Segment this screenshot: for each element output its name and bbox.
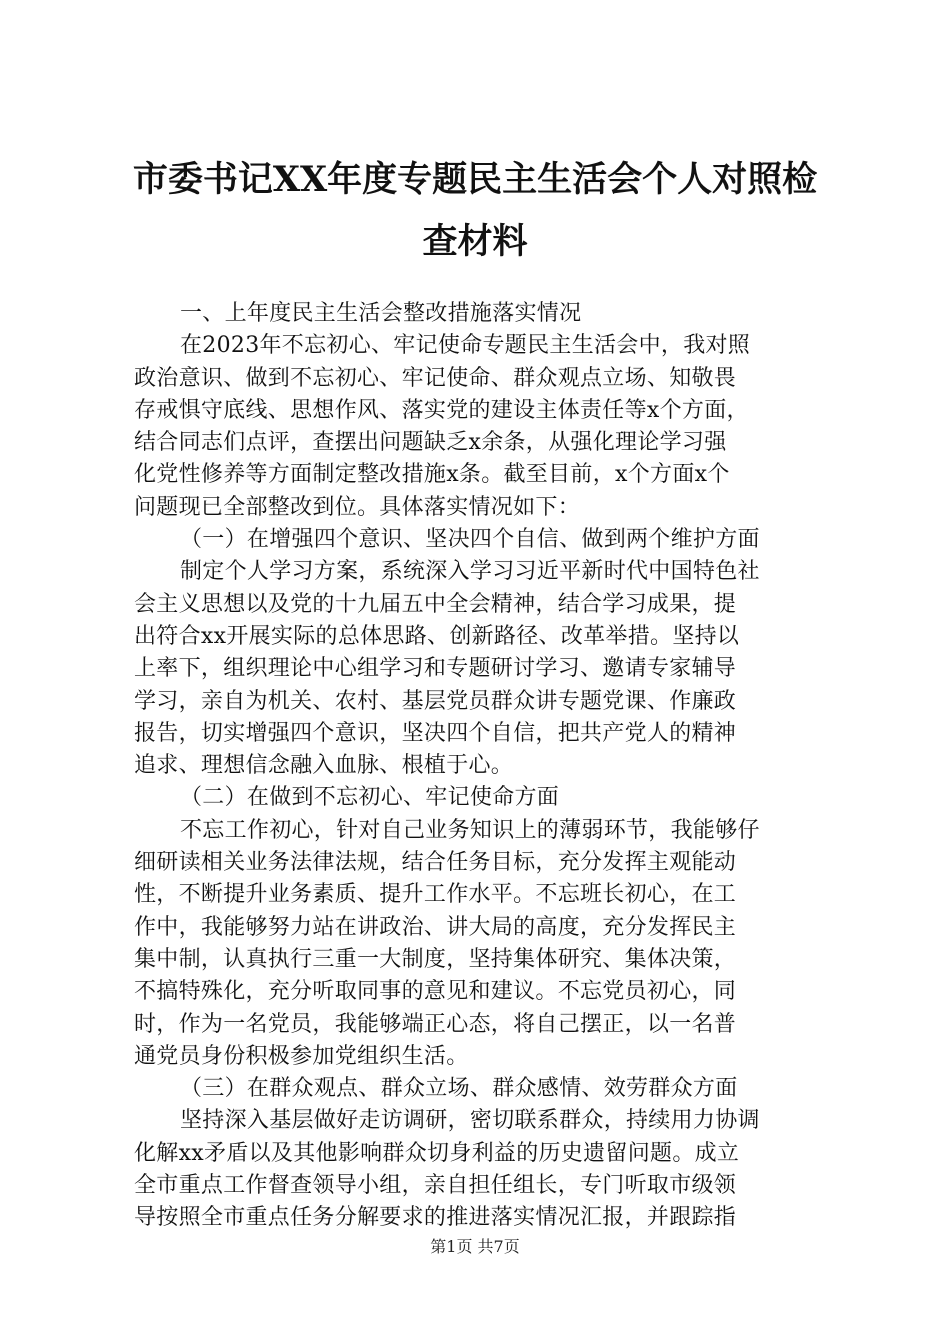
text-line: 全市重点工作督查领导小组，亲自担任组长，专门听取市级领	[134, 1173, 737, 1199]
text-line: 集中制，认真执行三重一大制度，坚持集体研究、集体决策，	[134, 946, 737, 972]
text-line: 存戒惧守底线、思想作风、落实党的建设主体责任等x个方面，	[134, 397, 749, 423]
text-line: 通党员身份积极参加党组织生活。	[134, 1043, 469, 1069]
text-line: 作中，我能够努力站在讲政治、讲大局的高度，充分发挥民主	[134, 914, 737, 940]
text-line: 坚持深入基层做好走访调研，密切联系群众，持续用力协调	[180, 1108, 760, 1134]
text-line: 追求、理想信念融入血脉、根植于心。	[134, 753, 514, 779]
document-body	[134, 298, 834, 1235]
text-line: 报告，切实增强四个意识，坚决四个自信，把共产党人的精神	[134, 720, 737, 746]
text-line: 出符合xx开展实际的总体思路、创新路径、改革举措。坚持以	[134, 623, 740, 649]
page-footer: 第1页 共7页	[430, 1237, 520, 1256]
text-line: 导按照全市重点任务分解要求的推进落实情况汇报，并跟踪指	[134, 1205, 737, 1231]
document-title-line-1: 市委书记XX年度专题民主生活会个人对照检	[132, 159, 818, 200]
text-line: （二）在做到不忘初心、牢记使命方面	[180, 785, 560, 811]
text-line: 会主义思想以及党的十九届五中全会精神，结合学习成果，提	[134, 591, 737, 617]
text-line: 化解xx矛盾以及其他影响群众切身利益的历史遗留问题。成立	[134, 1140, 740, 1166]
text-line: 一、上年度民主生活会整改措施落实情况	[180, 301, 582, 326]
text-line: 在2023年不忘初心、牢记使命专题民主生活会中，我对照	[180, 333, 751, 359]
text-line: 细研读相关业务法律法规，结合任务目标，充分发挥主观能动	[134, 850, 737, 876]
text-line: 性，不断提升业务素质、提升工作水平。不忘班长初心，在工	[134, 882, 737, 908]
text-line: 化党性修养等方面制定整改措施x条。截至目前，x个方面x个	[134, 462, 730, 488]
text-line: 不忘工作初心，针对自己业务知识上的薄弱环节，我能够仔	[180, 817, 760, 843]
text-line: （三）在群众观点、群众立场、群众感情、效劳群众方面	[180, 1076, 738, 1102]
text-line: （一）在增强四个意识、坚决四个自信、做到两个维护方面	[180, 527, 760, 553]
text-line: 学习，亲自为机关、农村、基层党员群众讲专题党课、作廉政	[134, 688, 737, 714]
text-line: 政治意识、做到不忘初心、牢记使命、群众观点立场、知敬畏	[134, 365, 737, 391]
text-line: 问题现已全部整改到位。具体落实情况如下：	[134, 494, 581, 520]
text-line: 时，作为一名党员，我能够端正心态，将自己摆正，以一名普	[134, 1011, 737, 1037]
text-line: 不搞特殊化，充分听取同事的意见和建议。不忘党员初心，同	[134, 979, 737, 1005]
text-line: 结合同志们点评，查摆出问题缺乏x余条，从强化理论学习强	[134, 430, 727, 456]
text-line: 上率下，组织理论中心组学习和专题研讨学习、邀请专家辅导	[134, 656, 737, 682]
text-line: 制定个人学习方案，系统深入学习习近平新时代中国特色社	[180, 559, 760, 585]
document-title-line-2: 查材料	[422, 221, 528, 262]
